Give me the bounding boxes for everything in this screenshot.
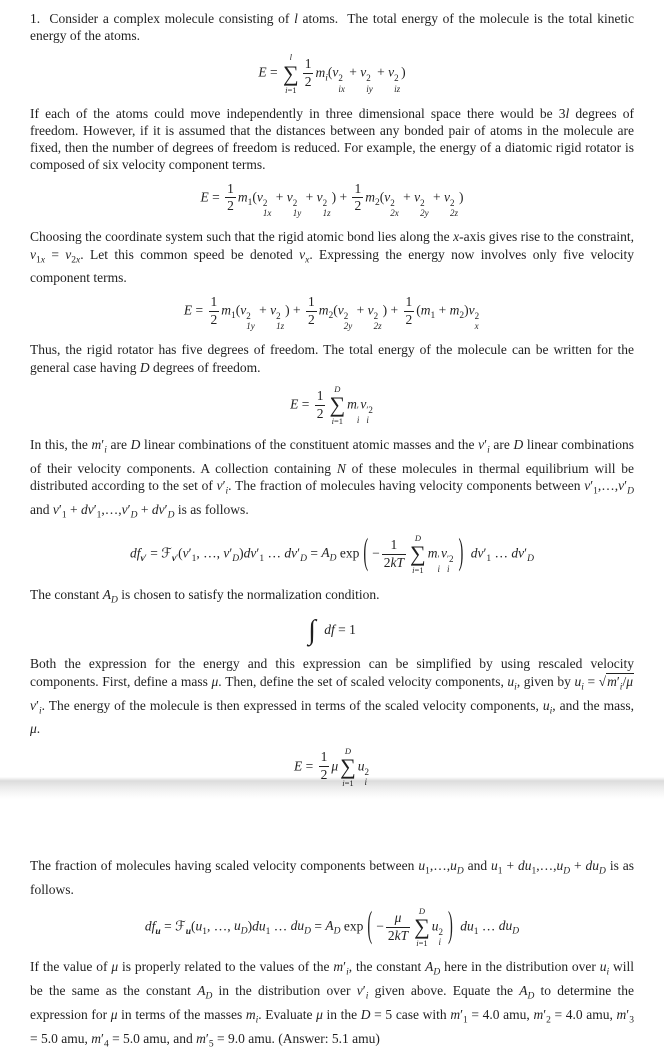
equation-scaled-distribution: $df_u$ = $ℱ_u(u_1$, …, $u_D)du_1$ … $du_D = A_D$ exp ( − $\frac{\mu}{2kT}$ D ∑ i=1 u 2 i ) $du_1$ … $du_D$ — [144, 905, 520, 949]
document-page-2 — [0, 799, 664, 1050]
final-question-paragraph: If the value of μ is properly related to the values of the $m'_i$, the constant $A_D$ here in the distribution over $u_i$ will be the same as the constant $A_D$ in the distribution over $v'_i$ given above. Equate the $A_D$ to determine the expression for μ in terms of the masses $m_i$. Evaluate μ in the D = 5 case with $m'_1 = 4.0$ amu, $m'_2 = 4.0$ amu, $m'_3 = 5.0$ amu, $m'_4 = 5.0$ amu, and $m'_5 = 9.0$ amu. (Answer: 5.1 amu) — [30, 959, 635, 1050]
equation-diatomic-rotator-energy: E = $\frac{1}{2}$ $m_1(v$ 2 1x + v 2 1y + v 2 1z ) + $\frac{1}{2}$ $m_2(v$ 2 2x + v 2 2y + v 2 2z ) — [200, 180, 464, 219]
linear-combinations-paragraph: In this, the $m'_i$ are D linear combinations of the constituent atomic masses and the $v'_i$ are D linear combinations of their velocity components. A collection containing N of these molecules in thermal equilibrium will be distributed according to the set of $v'_i$. The fraction of molecules having velocity components between $v'_1,\dots,v'_D$ and $v'_1$ + $dv'_1,\dots,v'_D + dv'_D$ is as follows. — [30, 437, 635, 521]
normalization-paragraph: The constant $A_D$ is chosen to satisfy the normalization condition. — [30, 586, 380, 606]
scaled-fraction-paragraph: The fraction of molecules having scaled velocity components between $u_1,\dots,u_D$ and $u_1$ + $du_1,\dots,u_D + du_D$ is as follows. — [30, 858, 634, 897]
equation-scaled-energy: E = $\frac{1}{2}$ μ D ∑ i=1 u 2 i — [293, 745, 370, 788]
problem-intro-paragraph: 1. Consider a complex molecule consisting of l atoms. The total energy of the molecule is the total kinetic energy of the atoms. — [30, 11, 634, 44]
rescaled-components-paragraph: Both the expression for the energy and this expression can be simplified by using rescaled velocity components. First, define a mass μ. Then, define the set of scaled velocity components, $u_i$, given by $u_i = √m'_i/\mu$ $v'_i$. The energy of the molecule is then expressed in terms of the scaled velocity components, $u_i$, and the mass, μ. — [30, 656, 634, 737]
general-case-paragraph: Thus, the rigid rotator has five degrees of freedom. The total energy of the molecule can be written for the general case having D degrees of freedom. — [30, 342, 634, 375]
coordinate-constraint-paragraph: Choosing the coordinate system such that the rigid atomic bond lies along the x-axis gives rise to the constraint, $v_{1x} = v_{2x}$. Let this common speed be denoted $v_x$. Expressing the energy now involves only five velocity component terms. — [30, 229, 634, 286]
equation-normalization-condition: ∫ df = 1 — [308, 615, 356, 647]
equation-velocity-distribution: $df_{v'}$ = $ℱ_{v'}(v'_1$, …, $v'_D)dv'_1$ … $dv'_D = A_D$ exp ( − $\frac{1}{2kT}$ D ∑ i=1 m ′ i v ′2 i ) $dv'_1$ … $dv'_D$ — [130, 532, 534, 576]
degrees-of-freedom-paragraph: If each of the atoms could move independently in three dimensional space there would be 3l degrees of freedom. However, if it is assumed that the distances between any bonded pair of atoms in the molecule are fixed, then the number of degrees of freedom is reduced. For example, the energy of a diatomic rigid rotator is composed of six velocity component terms. — [30, 105, 634, 173]
equation-five-component-energy: E = $\frac{1}{2}$ $m_1(v$ 2 1y + v 2 1z ) + $\frac{1}{2}$ $m_2(v$ 2 2y + v 2 2z ) + $\frac{1}{2}$ $(m_1 + m_2)v$ 2 x — [183, 293, 480, 332]
equation-total-kinetic-energy: E = l ∑ i=1 $\frac{1}{2}$ $m_i(v$ 2 ix + v 2 iy + v 2 iz ) — [258, 52, 406, 95]
equation-general-energy-sum: E = $\frac{1}{2}$ D ∑ i=1 m ′ i v ′2 i — [290, 383, 373, 427]
